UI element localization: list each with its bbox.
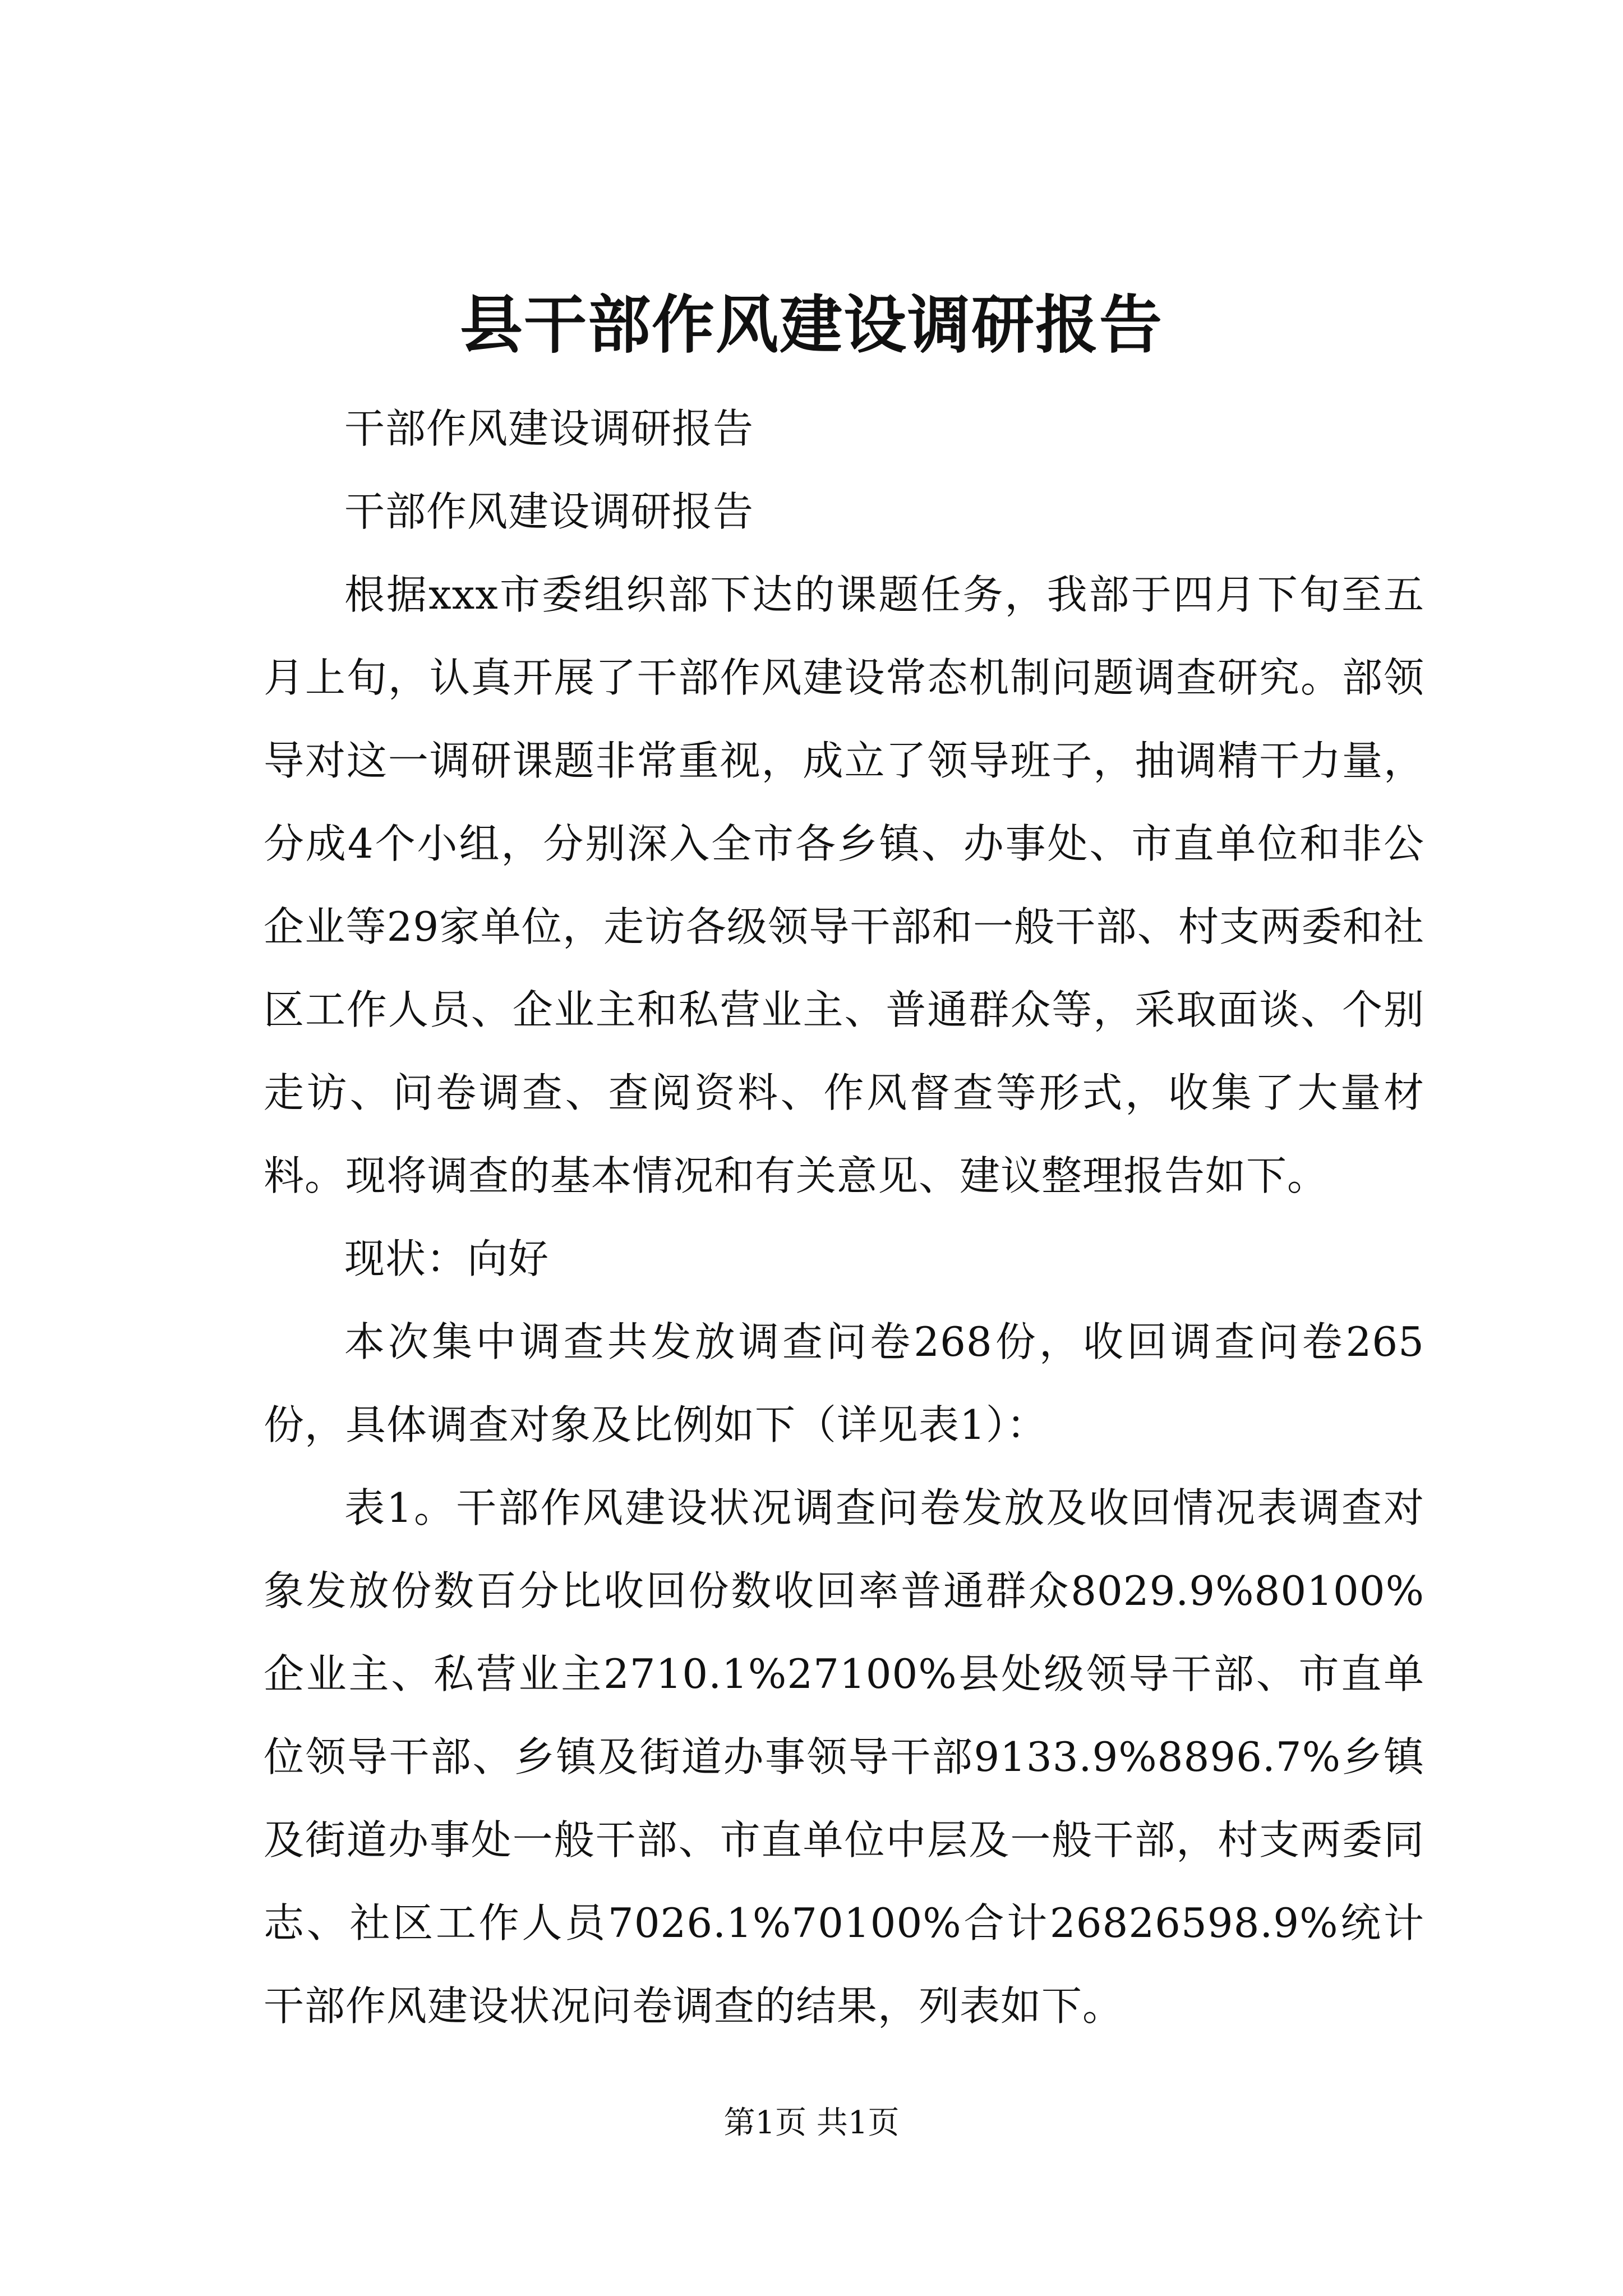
page-number-footer: 第1页 共1页 [723,2105,900,2141]
paragraph-subtitle-2: 干部作风建设调研报告 [344,488,754,535]
paragraph-table-1: 表1。干部作风建设状况调查问卷发放及收回情况表调查对象发放份数百分比收回份数收回率普通群众8029.9%80100%企业主、私营业主2710.1%27100%县处级领导干部、市直单位领导干部、乡镇及街道办事领导干部9133.9%8896.7%乡镇及街道办事处一般干部、市直单位中层及一般干部，村支两委同志、社区工作人员7026.1%70100%合计26826598.9%统计干部作风建设状况问卷调查的结果，列表如下。 [264,1484,1424,2030]
document-body [264,387,1424,2047]
paragraph-subtitle-1: 干部作风建设调研报告 [344,405,754,452]
document-title: 县干部作风建设调研报告 [460,288,1163,362]
section-heading-status: 现状：向好 [344,1235,550,1282]
paragraph-intro: 根据xxx市委组织部下达的课题任务，我部于四月下旬至五月上旬，认真开展了干部作风建设常态机制问题调查研究。部领导对这一调研课题非常重视，成立了领导班子，抽调精干力量，分成4个小组，分别深入全市各乡镇、办事处、市直单位和非公企业等29家单位，走访各级领导干部和一般干部、村支两委和社区工作人员、企业主和私营业主、普通群众等，采取面谈、个别走访、问卷调查、查阅资料、作风督查等形式，收集了大量材料。现将调查的基本情况和有关意见、建议整理报告如下。 [264,571,1424,1199]
paragraph-survey-summary: 本次集中调查共发放调查问卷268份，收回调查问卷265份，具体调查对象及比例如下（详见表1）： [264,1318,1424,1448]
